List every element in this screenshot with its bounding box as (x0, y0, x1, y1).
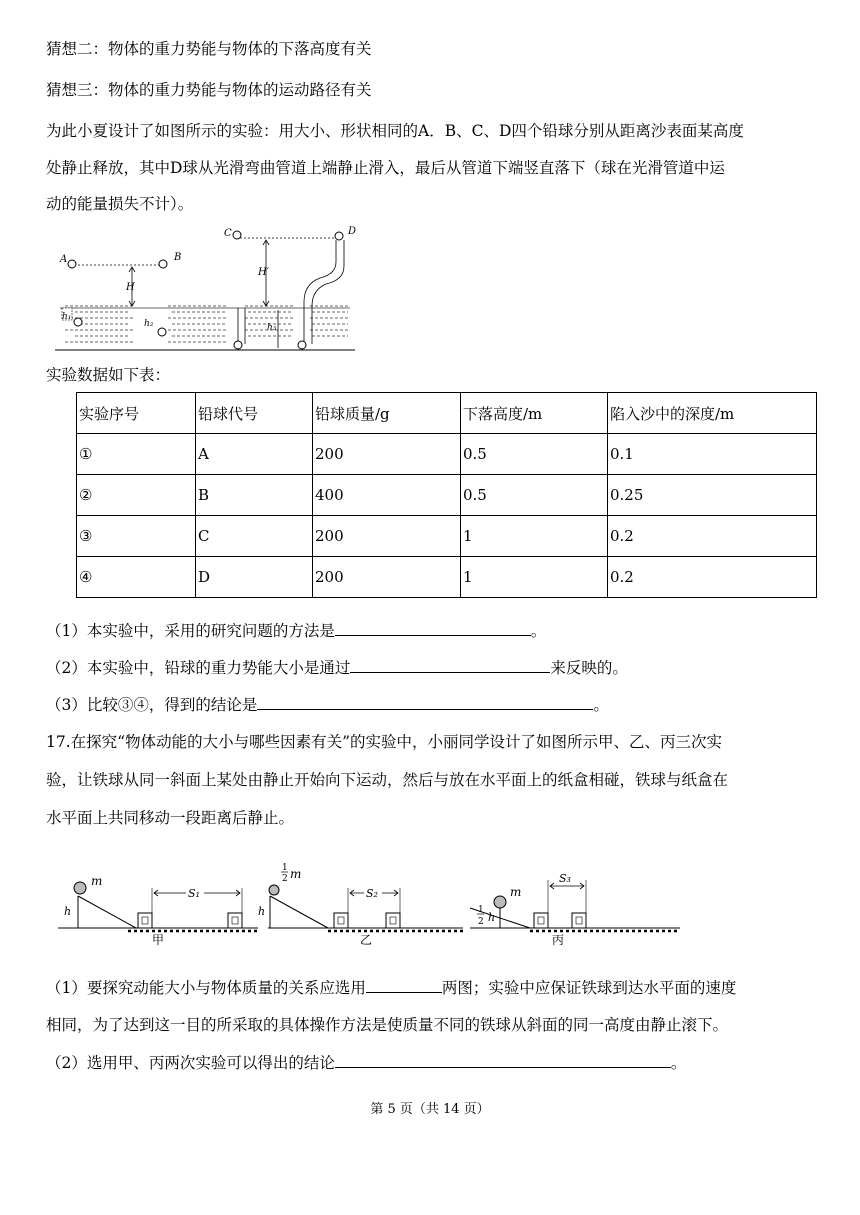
label-h: H (126, 282, 135, 293)
ball-b (159, 260, 167, 268)
table-header-cell: 下落高度/m (461, 393, 608, 434)
table-cell: 400 (313, 475, 461, 516)
table-cell: B (196, 475, 313, 516)
label-h: h (258, 905, 266, 918)
table-cell: ③ (77, 516, 196, 557)
label-h-prime: H′ (258, 267, 269, 278)
table-header-cell: 实验序号 (77, 393, 196, 434)
label-m: m (510, 885, 522, 899)
intro-line-3: 动的能量损失不计）。 (46, 195, 194, 213)
label-jia: 甲 (152, 933, 165, 947)
table-row (77, 516, 817, 557)
table-header-cell: 陷入沙中的深度/m (608, 393, 817, 434)
answer-blank[interactable] (335, 619, 531, 636)
guess-two: 猜想二：物体的重力势能与物体的下落高度有关 (46, 40, 372, 58)
q16-part3 (46, 693, 609, 716)
intro-line-2: 处静止释放，其中D球从光滑弯曲管道上端静止滑入，最后从管道下端竖直落下（球在光滑管道中运 (46, 159, 725, 177)
table-cell: 200 (313, 557, 461, 598)
q16-part1-end: 。 (530, 622, 547, 640)
q17-part2-end: 。 (670, 1054, 687, 1072)
answer-blank[interactable] (366, 976, 442, 993)
page-footer: 第 5 页（共 14 页） (370, 1102, 490, 1117)
table-row (77, 557, 817, 598)
ball-a-sunk (74, 318, 82, 326)
q17-stem-2: 验，让铁球从同一斜面上某处由静止开始向下运动，然后与放在水平面上的纸盒相碰，铁球与纸盒在 (46, 771, 729, 789)
table-cell: 200 (313, 434, 461, 475)
table-cell: 200 (313, 516, 461, 557)
paper-box-final (572, 913, 586, 928)
table-cell: 0.5 (461, 475, 608, 516)
q16-part1 (46, 619, 546, 642)
paper-box (138, 913, 152, 928)
paper-box (334, 913, 348, 928)
q17-part2 (46, 1051, 686, 1074)
q17-part1-text: （1）要探究动能大小与物体质量的关系应选用 (46, 979, 366, 997)
table-cell: 0.5 (461, 434, 608, 475)
label-s2: S₂ (366, 887, 378, 900)
label-b: B (174, 252, 182, 263)
table-cell: ② (77, 475, 196, 516)
table-cell: 0.2 (608, 557, 817, 598)
table-cell: ① (77, 434, 196, 475)
table-header-cell: 铅球代号 (196, 393, 313, 434)
iron-ball (269, 885, 279, 895)
label-bing: 丙 (552, 933, 565, 947)
table-cell: ④ (77, 557, 196, 598)
guess-three: 猜想三：物体的重力势能与物体的运动路径有关 (46, 81, 372, 99)
label-half: 1 (478, 905, 484, 915)
ball-c-sunk (234, 341, 242, 349)
sand-region (65, 306, 350, 342)
intro-line-1: 为此小夏设计了如图所示的实验：用大小、形状相同的A．B、C、D四个铅球分别从距离沙表面某高度 (46, 122, 744, 140)
incline-experiment-figure (58, 858, 690, 948)
label-m: m (290, 867, 302, 881)
label-c: C (224, 228, 232, 239)
q17-part1-continued: 相同，为了达到这一目的所采取的具体操作方法是使质量不同的铁球从斜面的同一高度由静止滚下。 (46, 1016, 729, 1034)
label-h: h (488, 911, 496, 924)
q16-part1-text: （1）本实验中，采用的研究问题的方法是 (46, 622, 335, 640)
label-a: A (60, 254, 68, 265)
q17-part2-text: （2）选用甲、丙两次实验可以得出的结论 (46, 1054, 335, 1072)
q17-part1 (46, 976, 736, 999)
q17-part1-text-end: 两图；实验中应保证铁球到达水平面的速度 (441, 979, 737, 997)
iron-ball (494, 896, 506, 908)
table-caption: 实验数据如下表： (46, 366, 171, 384)
ball-a (68, 260, 76, 268)
label-h3: h₃ (267, 323, 277, 333)
ball-c (233, 231, 241, 239)
table-row (77, 475, 817, 516)
paper-box-final (386, 913, 400, 928)
table-header-row (77, 393, 817, 434)
label-h1: h₁ (62, 312, 72, 322)
table-header-cell: 铅球质量/g (313, 393, 461, 434)
q17-stem-1: 17.在探究“物体动能的大小与哪些因素有关”的实验中，小丽同学设计了如图所示甲、乙、丙三次实 (46, 733, 723, 751)
paper-box-final (228, 913, 242, 928)
label-half: 1 (282, 863, 288, 873)
table-cell: 0.25 (608, 475, 817, 516)
q16-part3-end: 。 (593, 696, 609, 714)
label-yi: 乙 (360, 933, 373, 947)
q17-stem-3: 水平面上共同移动一段距离后静止。 (46, 809, 295, 827)
label-half-den: 2 (478, 917, 484, 927)
q16-part2 (46, 656, 628, 679)
answer-blank[interactable] (257, 693, 593, 710)
panel-jia (58, 874, 258, 947)
ball-b-sunk (158, 328, 166, 336)
iron-ball (74, 882, 86, 894)
panel-bing (470, 872, 680, 947)
answer-blank[interactable] (335, 1051, 671, 1068)
label-s1: S₁ (188, 887, 200, 900)
q16-part3-text: （3）比较③④，得到的结论是 (46, 696, 258, 714)
table-cell: 0.2 (608, 516, 817, 557)
table-cell: A (196, 434, 313, 475)
panel-yi (258, 863, 463, 947)
answer-blank[interactable] (350, 656, 550, 673)
label-m: m (91, 874, 103, 888)
table-row (77, 434, 817, 475)
label-d: D (348, 226, 357, 237)
q16-part2-text: （2）本实验中，铅球的重力势能大小是通过 (46, 659, 351, 677)
label-h2: h₂ (144, 319, 154, 329)
data-table (76, 392, 817, 598)
ball-d-sunk (298, 341, 306, 349)
sand-experiment-figure (50, 222, 360, 354)
table-cell: 1 (461, 557, 608, 598)
label-h: h (64, 905, 72, 918)
q16-part2-end: 来反映的。 (550, 659, 628, 677)
paper-box (534, 913, 548, 928)
curved-pipe (304, 240, 344, 344)
label-s3: S₃ (559, 872, 571, 885)
label-half-den: 2 (282, 874, 288, 884)
ball-d (335, 232, 343, 240)
table-cell: 0.1 (608, 434, 817, 475)
table-cell: C (196, 516, 313, 557)
table-cell: 1 (461, 516, 608, 557)
table-cell: D (196, 557, 313, 598)
